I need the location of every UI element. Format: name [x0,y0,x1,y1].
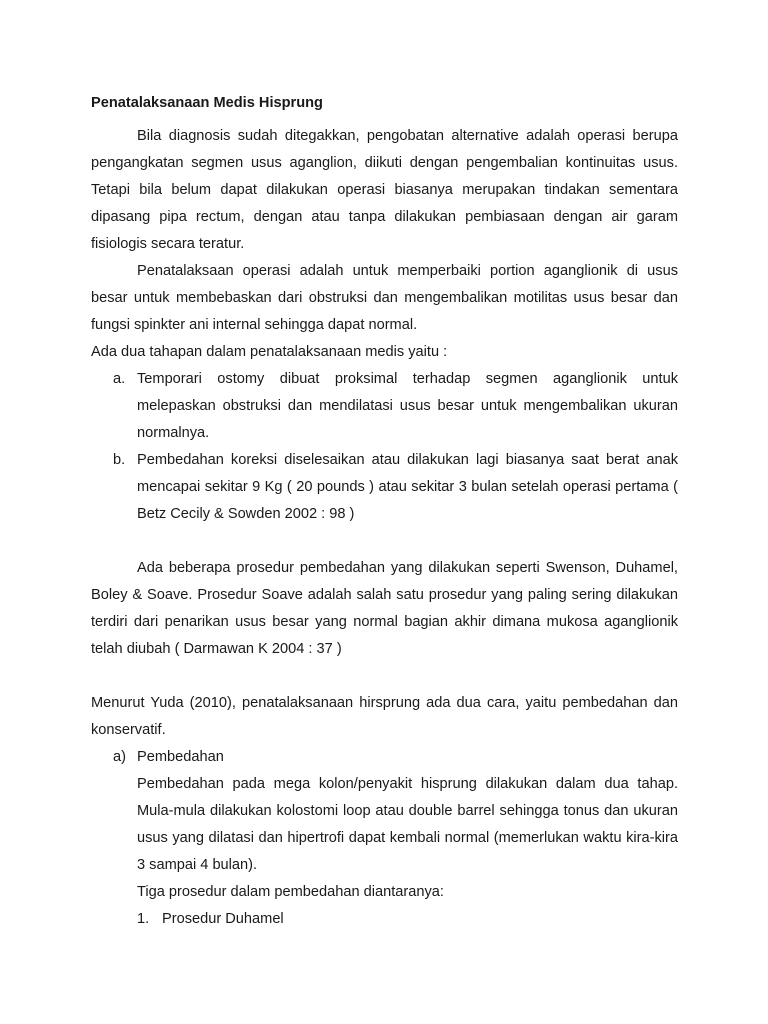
list-item-section-a [91,744,678,906]
list-item-stage-b [91,447,678,528]
list-marker: 1. [137,910,150,927]
spacer [91,663,678,690]
list-item-text: Pembedahan koreksi diselesaikan atau dilakukan lagi biasanya saat berat anak mencapai sekitar 9 Kg ( 20 pounds ) atau sekitar 3 bulan setelah operasi pertama ( Betz Cecily & Sowden 2002 : 98 ) [137,451,678,522]
document-title: Penatalaksanaan Medis Hisprung [91,95,323,111]
paragraph-yuda: Menurut Yuda (2010), penatalaksanaan hirsprung ada dua cara, yaitu pembedahan dan konservatif. [91,694,678,738]
list-item-text: Temporari ostomy dibuat proksimal terhadap segmen aganglionik untuk melepaskan obstruksi dan mendilatasi usus besar untuk mengembalikan ukuran normalnya. [137,370,678,441]
list-marker: b. [113,451,126,468]
list-item-procedure-1 [91,906,678,933]
paragraph-stages-intro: Ada dua tahapan dalam penatalaksanaan medis yaitu : [91,343,448,360]
list-marker: a) [113,748,126,765]
list-item-stage-a [91,366,678,447]
section-body: Pembedahan pada mega kolon/penyakit hisprung dilakukan dalam dua tahap. Mula-mula dilakukan kolostomi loop atau double barrel sehingga tonus dan ukuran usus yang dilatasi dan hipertrofi dapat kembali normal (memerlukan waktu kira-kira 3 sampai 4 bulan). [137,775,678,873]
section-subintro: Tiga prosedur dalam pembedahan diantaranya: [137,883,444,900]
paragraph-diagnosis: Bila diagnosis sudah ditegakkan, pengobatan alternative adalah operasi berupa pengangkatan segmen usus aganglion, diikuti dengan pengembalian kontinuitas usus. Tetapi bila belum dapat dilakukan operasi biasanya merupakan tindakan sementara dipasang pipa rectum, dengan atau tanpa dilakukan pembiasaan dengan air garam fisiologis secara teratur. [91,127,678,252]
list-item-text: Prosedur Duhamel [162,910,284,927]
section-heading: Pembedahan [137,748,224,765]
spacer [91,528,678,555]
paragraph-operation: Penatalaksaan operasi adalah untuk memperbaiki portion aganglionik di usus besar untuk membebaskan dari obstruksi dan mengembalikan motilitas usus besar dan fungsi spinkter ani internal sehingga dapat normal. [91,262,678,333]
list-marker: a. [113,370,126,387]
paragraph-procedures: Ada beberapa prosedur pembedahan yang dilakukan seperti Swenson, Duhamel, Boley & Soave. Prosedur Soave adalah salah satu prosedur yang paling sering dilakukan terdiri dari penarikan usus besar yang normal bagian akhir dimana mukosa aganglionik telah diubah ( Darmawan K 2004 : 37 ) [91,559,678,657]
